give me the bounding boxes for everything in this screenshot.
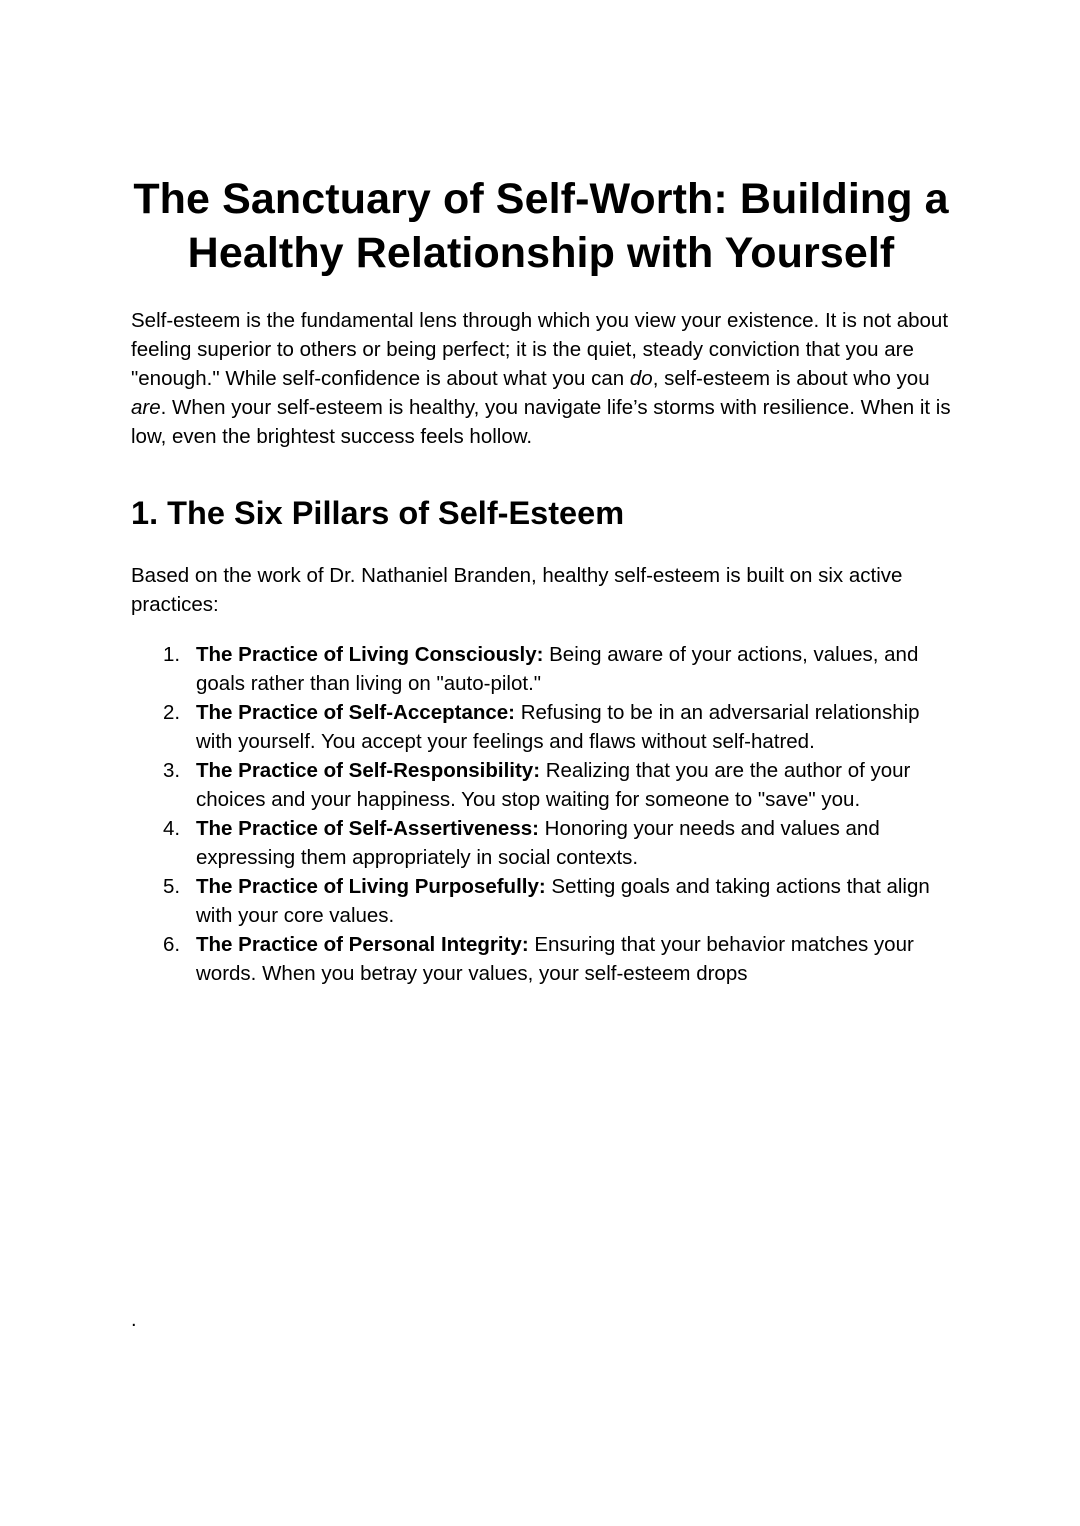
list-item (131, 872, 951, 930)
intro-emphasis-do: do (629, 367, 653, 390)
pillars-list (131, 640, 951, 988)
list-item-number: 1. (163, 643, 181, 666)
list-item-number: 6. (163, 933, 181, 956)
list-item-text: Ensuring that your behavior matches your words. When you betray your values, your self-esteem drops (196, 933, 914, 985)
stray-period-mark: . (131, 1309, 137, 1331)
intro-text-part-3: . When your self-esteem is healthy, you navigate life’s storms with resilience. When it is low, even the brightest success feels hollow. (131, 396, 951, 448)
intro-paragraph (131, 306, 951, 451)
intro-emphasis-are: are (131, 396, 161, 419)
document-title: The Sanctuary of Self-Worth: Building a Healthy Relationship with Yourself (133, 175, 949, 277)
list-item-term: The Practice of Self-Acceptance: (196, 701, 515, 724)
list-item-text: Refusing to be in an adversarial relationship with yourself. You accept your feelings and flaws without self-hatred. (196, 701, 920, 753)
list-item-term: The Practice of Self-Assertiveness: (196, 817, 539, 840)
list-item-text: Realizing that you are the author of your choices and your happiness. You stop waiting for someone to "save" you. (196, 759, 911, 811)
list-item-term: The Practice of Self-Responsibility: (196, 759, 541, 782)
list-item-text: Setting goals and taking actions that align with your core values. (196, 875, 930, 927)
list-item (131, 814, 951, 872)
list-item (131, 640, 951, 698)
list-item-number: 3. (163, 759, 181, 782)
list-item-term: The Practice of Living Purposefully: (196, 875, 546, 898)
list-item-number: 4. (163, 817, 181, 840)
list-item-term: The Practice of Living Consciously: (196, 643, 544, 666)
list-item (131, 698, 951, 756)
list-item-term: The Practice of Personal Integrity: (196, 933, 529, 956)
list-item-number: 2. (163, 701, 181, 724)
list-item-number: 5. (163, 875, 181, 898)
list-item (131, 930, 951, 988)
intro-text-part-1: Self-esteem is the fundamental lens through which you view your existence. It is not about feeling superior to others or being perfect; it is the quiet, steady conviction that you are "enough." While self-confidence is about what you can (131, 309, 949, 390)
list-item-text: Being aware of your actions, values, and goals rather than living on "auto-pilot." (196, 643, 919, 695)
document-page (131, 172, 951, 988)
list-item-text: Honoring your needs and values and expressing them appropriately in social contexts. (196, 817, 880, 869)
intro-text-part-2: , self-esteem is about who you (652, 367, 930, 390)
section-lead-paragraph: Based on the work of Dr. Nathaniel Branden, healthy self-esteem is built on six active practices: (131, 564, 903, 616)
list-item (131, 756, 951, 814)
section-heading: 1. The Six Pillars of Self-Esteem (131, 495, 625, 531)
